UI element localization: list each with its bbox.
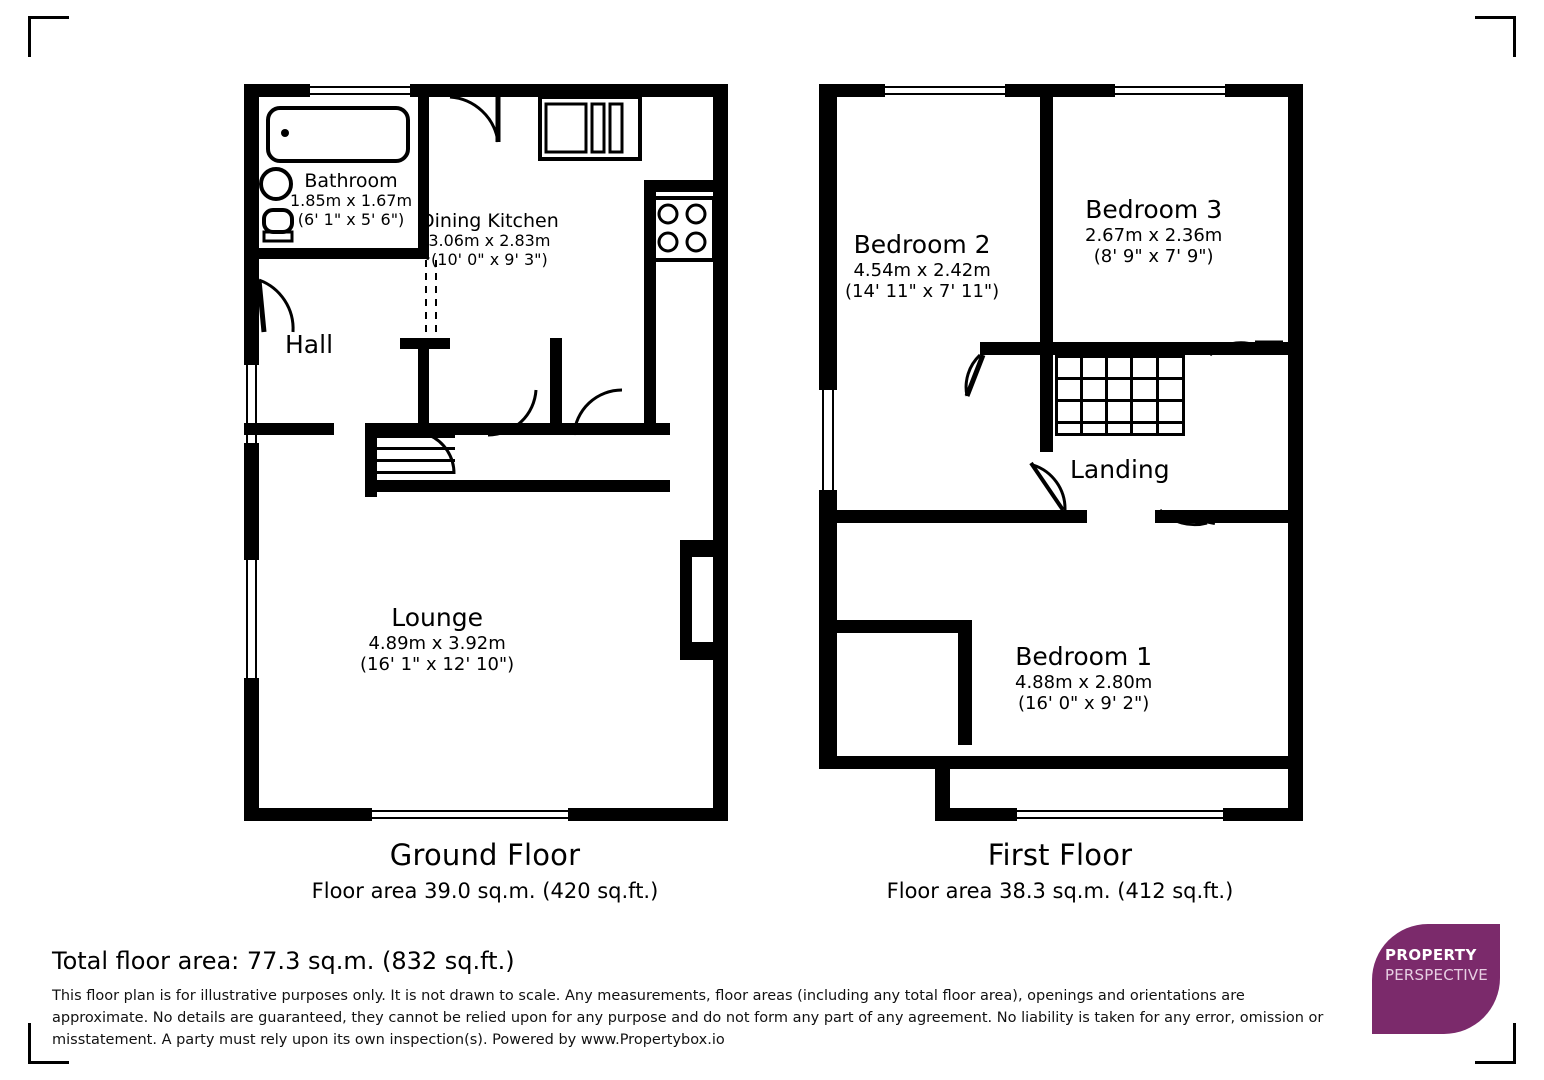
crop-mark-top-right	[1475, 16, 1516, 57]
room-label-lounge: Lounge 4.89m x 3.92m (16' 1" x 12' 10")	[360, 603, 515, 675]
ground-floor-caption: Ground Floor Floor area 39.0 sq.m. (420 sq.ft.)	[311, 838, 659, 903]
room-label-bathroom: Bathroom 1.85m x 1.67m (6' 1" x 5' 6")	[290, 170, 413, 230]
logo-line-1: PROPERTY	[1385, 946, 1477, 964]
logo-line-2: PERSPECTIVE	[1385, 966, 1488, 984]
first-floor-plan	[815, 80, 1315, 825]
first-floor-caption: First Floor Floor area 38.3 sq.m. (412 sq.ft.)	[886, 838, 1234, 903]
crop-mark-top-left	[28, 16, 69, 57]
crop-mark-bottom-right	[1475, 1023, 1516, 1064]
room-label-landing: Landing	[1070, 455, 1170, 484]
room-label-bedroom-3: Bedroom 3 2.67m x 2.36m (8' 9" x 7' 9")	[1085, 195, 1223, 267]
room-label-bedroom-1: Bedroom 1 4.88m x 2.80m (16' 0" x 9' 2")	[1015, 642, 1153, 714]
room-label-hall: Hall	[285, 330, 334, 359]
room-label-dining-kitchen: Dining Kitchen 3.06m x 2.83m (10' 0" x 9' 3")	[420, 210, 559, 270]
property-perspective-logo	[1372, 924, 1500, 1034]
room-label-bedroom-2: Bedroom 2 4.54m x 2.42m (14' 11" x 7' 11")	[845, 230, 1000, 302]
ground-floor-plan	[240, 80, 740, 825]
disclaimer-text: This floor plan is for illustrative purposes only. It is not drawn to scale. Any measurements, floor areas (including any total floor area), openings and orientations are approximate. No details are guaranteed, they cannot be relied upon for any purpose and do not form any part of any agreement. No liability is taken for any error, omission or misstatement. A party must rely upon its own inspection(s). Powered by www.Propertybox.io	[52, 988, 1324, 1048]
total-floor-area: Total floor area: 77.3 sq.m. (832 sq.ft.)	[52, 947, 515, 975]
